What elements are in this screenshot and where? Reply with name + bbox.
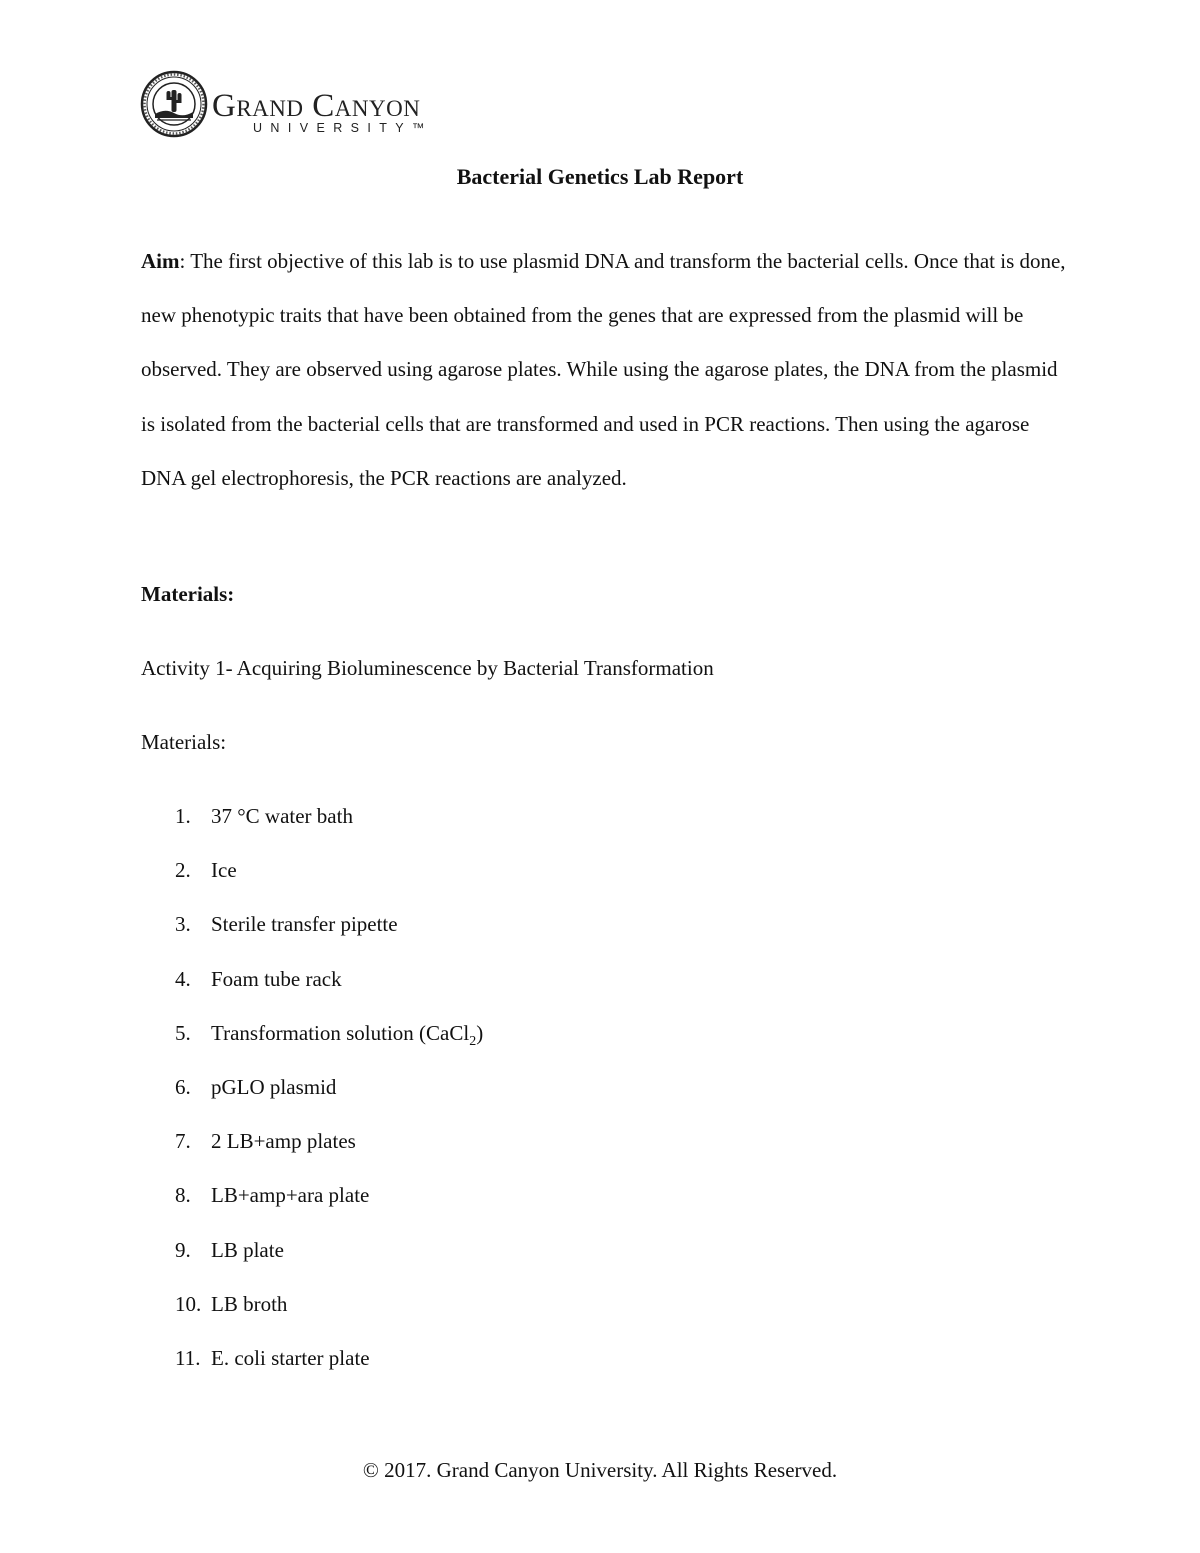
list-item-text (211, 1019, 483, 1056)
list-item-text-main: Transformation solution (CaCl (211, 1020, 470, 1045)
list-item-number: 6. (175, 1074, 191, 1099)
list-item-text: pGLO plasmid (211, 1074, 337, 1099)
materials-heading: Materials: (141, 582, 235, 606)
list-item-number: 4. (175, 966, 191, 991)
list-item (141, 1127, 483, 1181)
list-item-text: LB plate (211, 1237, 284, 1262)
list-item (141, 910, 483, 964)
list-item-number: 2. (175, 858, 191, 883)
list-item-number: 9. (175, 1237, 191, 1262)
list-item-text: 37 °C water bath (211, 804, 353, 828)
university-logo (140, 70, 440, 140)
materials-subheading: Materials: (141, 730, 227, 754)
list-item-number: 11. (175, 1345, 201, 1370)
activity-title: Activity 1- Acquiring Bioluminescence by Bacterial Transformation (141, 656, 714, 680)
list-item (141, 1290, 483, 1344)
list-item (141, 1019, 483, 1073)
list-item (141, 1236, 483, 1290)
aim-paragraph (141, 234, 1066, 505)
list-item-text: 2 LB+amp plates (211, 1129, 356, 1154)
list-item (141, 965, 483, 1019)
list-item-number: 7. (175, 1129, 191, 1154)
list-item-number: 8. (175, 1183, 191, 1208)
list-item (141, 856, 483, 910)
list-item (141, 1073, 483, 1127)
list-item-number: 10. (175, 1291, 202, 1316)
copyright-footer: © 2017. Grand Canyon University. All Rights Reserved. (362, 1458, 838, 1482)
university-seal-icon (140, 70, 208, 138)
aim-text: : The first objective of this lab is to use plasmid DNA and transform the bacterial cells. Once that is done, new phenotypic traits that have been obtained from the genes that are expressed from the plasmid will be observed. They are observed using agarose plates. While using the agarose plates, the DNA from the plasmid is isolated from the bacterial cells that are transformed and used in PCR reactions. Then using the agarose DNA gel electrophoresis, the PCR reactions are analyzed. (141, 249, 1066, 490)
list-item-text: Foam tube rack (211, 966, 342, 991)
list-item-text: Sterile transfer pipette (211, 912, 398, 937)
list-item-text: E. coli starter plate (211, 1345, 370, 1370)
list-item-text: LB+amp+ara plate (211, 1183, 370, 1208)
logo-subtitle: UNIVERSITY™ (253, 121, 433, 135)
list-item (141, 802, 483, 856)
list-item-text-after: ) (476, 1020, 484, 1045)
materials-list (141, 802, 483, 1398)
logo-wordmark: Grand Canyon (212, 88, 421, 124)
aim-label: Aim (141, 249, 180, 273)
subscript: 2 (469, 1033, 477, 1049)
list-item-number: 5. (175, 1020, 191, 1045)
document-title: Bacterial Genetics Lab Report (456, 164, 744, 189)
list-item-text: LB broth (211, 1291, 288, 1316)
list-item (141, 1344, 483, 1398)
list-item-number: 3. (175, 912, 191, 937)
list-item-number: 1. (175, 804, 191, 828)
list-item-text: Ice (211, 858, 237, 883)
list-item (141, 1181, 483, 1235)
